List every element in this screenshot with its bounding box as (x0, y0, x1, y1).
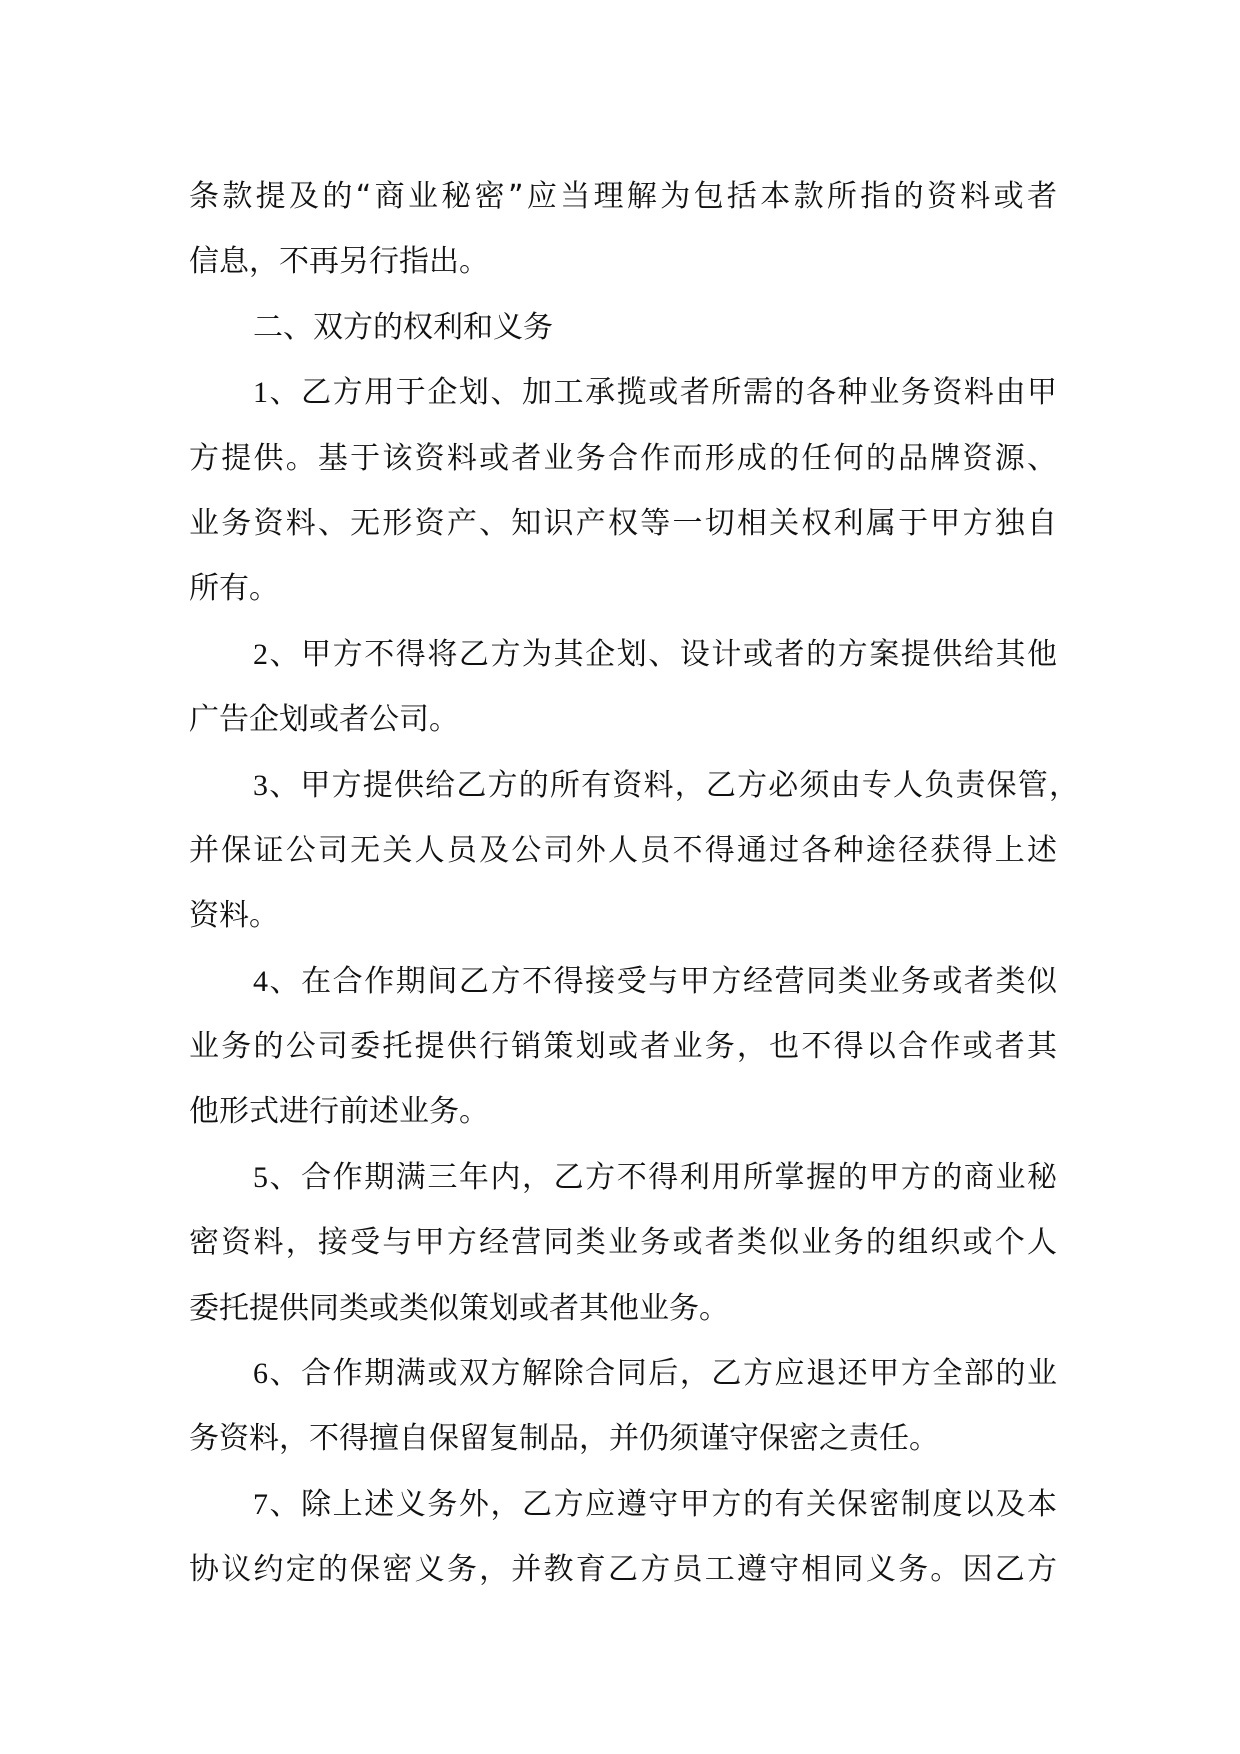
text-run: 、乙方用于企划、加工承揽或者所需的各种业务资料由甲 (268, 375, 1057, 411)
section-heading (189, 295, 1057, 360)
text-run: 、合作期满三年内，乙方不得利用所掌握的甲方的商业秘 (268, 1159, 1057, 1195)
clause-paragraph-7 (189, 1472, 1057, 1603)
text-line: 资料。 (189, 898, 279, 934)
clause-number: 3 (253, 768, 268, 802)
text-line (189, 622, 1057, 687)
text-line: 业务的公司委托提供行销策划或者业务，也不得以合作或者其 (189, 1029, 1057, 1065)
text-line: 条款提及的“商业秘密”应当理解为包括本款所指的资料或者 (189, 179, 1057, 214)
text-line: 密资料，接受与甲方经营同类业务或者类似业务的组织或个人 (189, 1225, 1057, 1261)
clause-paragraph-6 (189, 1341, 1057, 1472)
clause-number: 1 (253, 376, 268, 410)
clause-paragraph-3 (189, 753, 1079, 949)
clause-number: 4 (253, 964, 268, 998)
text-line: 方提供。基于该资料或者业务合作而形成的任何的品牌资源、 (189, 440, 1057, 476)
clause-paragraph-1 (189, 360, 1057, 622)
text-run: 、在合作期间乙方不得接受与甲方经营同类业务或者类似 (268, 963, 1057, 999)
text-run: 、甲方不得将乙方为其企划、设计或者的方案提供给其他 (268, 636, 1057, 672)
text-line: 所有。 (189, 571, 279, 607)
text-line (189, 1341, 1057, 1406)
text-line (189, 949, 1057, 1014)
text-line: 并保证公司无关人员及公司外人员不得通过各种途径获得上述 (189, 832, 1057, 868)
text-line (189, 1472, 1057, 1537)
clause-paragraph-5 (189, 1145, 1057, 1341)
text-line: 协议约定的保密义务，并教育乙方员工遵守相同义务。因乙方 (189, 1552, 1057, 1588)
text-run: 、甲方提供给乙方的所有资料，乙方必须由专人负责保管， (268, 767, 1079, 803)
continued-paragraph (189, 164, 1057, 295)
text-line (189, 360, 1057, 425)
text-run: 、合作期满或双方解除合同后，乙方应退还甲方全部的业 (268, 1356, 1057, 1392)
document-body (189, 164, 1079, 1603)
clause-paragraph-4 (189, 949, 1057, 1145)
section-heading-text: 二、双方的权利和义务 (253, 309, 553, 345)
text-line: 务资料，不得擅自保留复制品，并仍须谨守保密之责任。 (189, 1421, 939, 1457)
clause-paragraph-2 (189, 622, 1057, 753)
clause-number: 7 (253, 1487, 268, 1521)
text-line (189, 1145, 1057, 1210)
text-line: 广告企划或者公司。 (189, 702, 459, 738)
text-line: 他形式进行前述业务。 (189, 1094, 489, 1130)
text-line: 信息，不再另行指出。 (189, 244, 489, 280)
text-line: 业务资料、无形资产、知识产权等一切相关权利属于甲方独自 (189, 505, 1057, 541)
clause-number: 2 (253, 637, 268, 671)
text-line: 委托提供同类或类似策划或者其他业务。 (189, 1290, 729, 1326)
text-line (189, 753, 1079, 818)
clause-number: 6 (253, 1357, 268, 1391)
clause-number: 5 (253, 1160, 268, 1194)
text-run: 、除上述义务外，乙方应遵守甲方的有关保密制度以及本 (268, 1486, 1057, 1522)
